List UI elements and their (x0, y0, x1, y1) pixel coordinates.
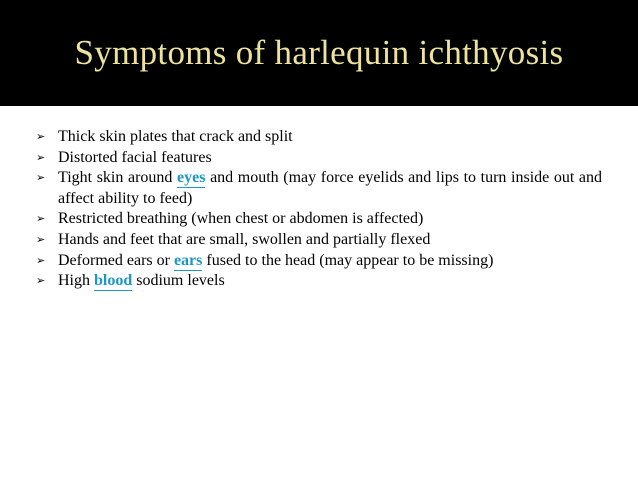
bullet-item (36, 168, 602, 209)
slide-title: Symptoms of harlequin ichthyosis (74, 33, 564, 72)
bullet-text: Thick skin plates that crack and split (58, 128, 293, 145)
bullet-text-pre: Deformed ears or (58, 251, 174, 269)
arrow-bullet-icon: ➢ (36, 171, 46, 185)
bullet-list (36, 127, 602, 292)
bullet-item (36, 127, 602, 148)
bullet-text-pre: High (58, 272, 94, 290)
bullet-item (36, 251, 602, 272)
arrow-bullet-icon: ➢ (36, 274, 46, 288)
arrow-bullet-icon: ➢ (36, 212, 46, 226)
bullet-text: Distorted facial features (58, 148, 212, 166)
bullet-text-pre: Tight skin around (58, 169, 178, 187)
bullet-text-post: sodium levels (132, 272, 225, 290)
bullet-text: Hands and feet that are small, swollen and partially flexed (58, 230, 431, 248)
eyes-link[interactable]: eyes (177, 169, 206, 187)
bullet-item (36, 148, 602, 169)
bullet-item (36, 230, 602, 251)
arrow-bullet-icon: ➢ (36, 253, 46, 267)
bullet-item (36, 209, 602, 230)
bullet-item (36, 271, 602, 292)
arrow-bullet-icon: ➢ (36, 232, 46, 246)
ears-link[interactable]: ears (173, 251, 203, 269)
arrow-bullet-icon: ➢ (36, 130, 46, 143)
arrow-bullet-icon: ➢ (36, 150, 46, 164)
blood-link[interactable]: blood (94, 272, 133, 290)
bullet-text-post: fused to the head (may appear to be missing) (202, 251, 494, 269)
bullet-text: Restricted breathing (when chest or abdomen is affected) (58, 210, 424, 228)
title-bar (0, 0, 638, 106)
bullet-text-post: and mouth (may force eyelids and lips to turn inside out and affect ability to feed) (58, 169, 603, 207)
